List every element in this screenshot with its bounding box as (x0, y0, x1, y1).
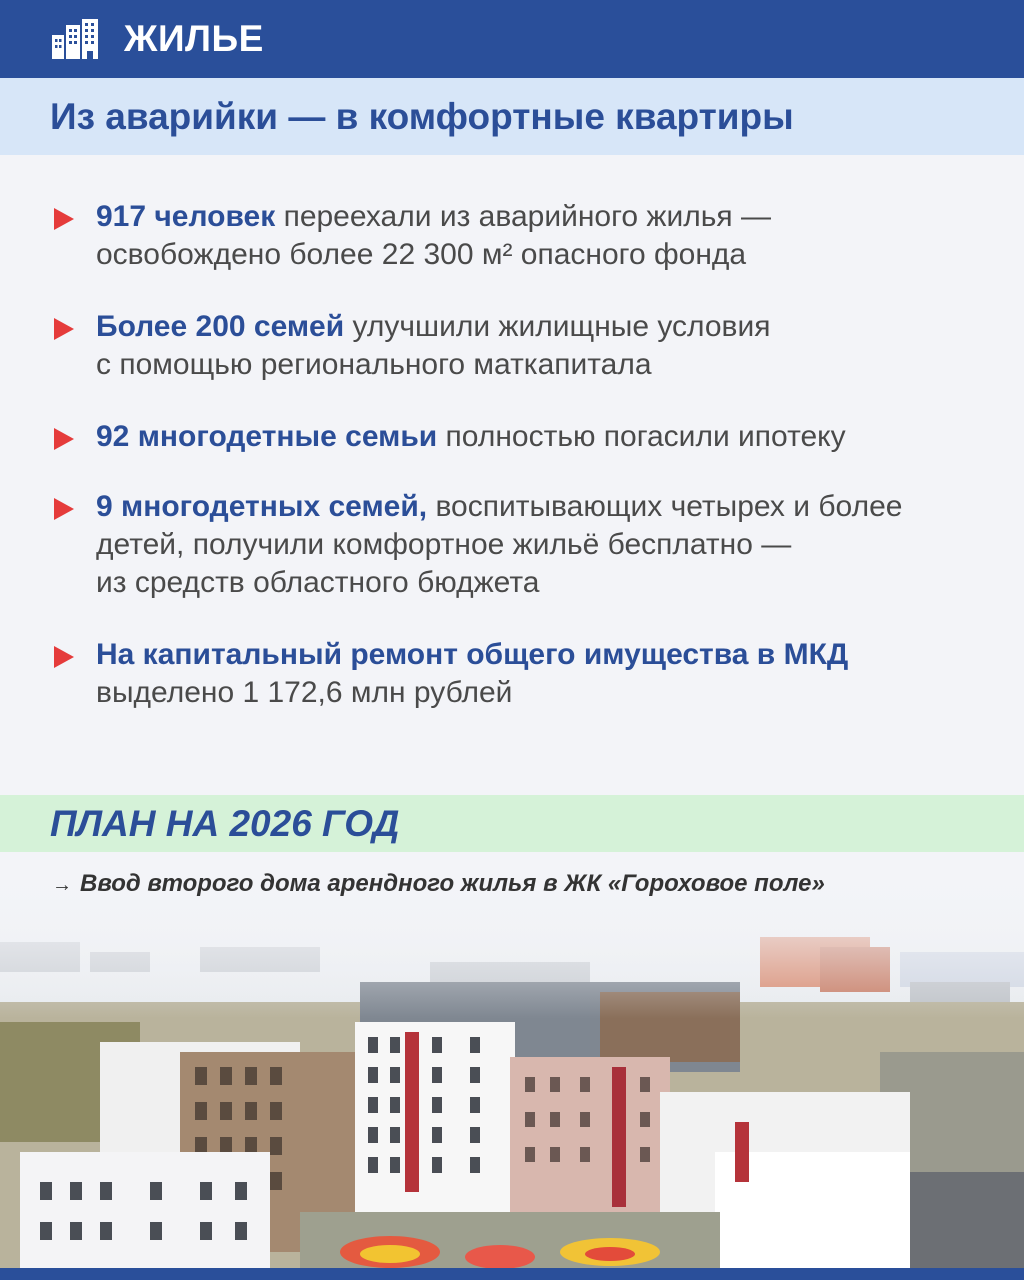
item-text: с помощью регионального маткапитала (96, 348, 652, 381)
page-title: Из аварийки — в комфортные квартиры (50, 95, 794, 137)
buildings-illustration (0, 852, 1024, 1268)
item-text: полностью погасили ипотеку (437, 420, 846, 453)
bottom-bar (0, 1268, 1024, 1280)
item-text: улучшили жилищные условия (344, 310, 771, 343)
title-band (0, 78, 1024, 155)
bullet-triangle-icon (54, 208, 74, 230)
item-highlight: На капитальный ремонт общего имущества в МКД (96, 638, 849, 671)
item-text: выделено 1 172,6 млн рублей (96, 676, 513, 709)
residential-complex-photo (0, 852, 1024, 1268)
top-header-bar (0, 0, 1024, 78)
item-highlight: 9 многодетных семей, (96, 490, 428, 523)
bullet-triangle-icon (54, 646, 74, 668)
buildings-icon (50, 19, 100, 59)
list-item (50, 636, 990, 712)
plan-item-text: Ввод второго дома арендного жилья в ЖК «Гороховое поле» (80, 870, 825, 897)
list-item (50, 308, 990, 384)
list-item (50, 488, 990, 602)
item-highlight: Более 200 семей (96, 310, 345, 343)
plan-title: ПЛАН НА 2026 ГОД (50, 802, 400, 844)
list-item (50, 418, 990, 456)
item-text: переехали из аварийного жилья — (275, 200, 771, 233)
plan-item (52, 870, 825, 898)
item-text: освобождено более 22 300 м² опасного фонда (96, 238, 747, 271)
bullet-triangle-icon (54, 318, 74, 340)
bullet-triangle-icon (54, 428, 74, 450)
list-item (50, 198, 990, 274)
plan-band (0, 795, 1024, 852)
item-text: детей, получили комфортное жильё бесплатно — (96, 528, 792, 561)
item-highlight: 92 многодетные семьи (96, 420, 438, 453)
item-highlight: 917 человек (96, 200, 276, 233)
bullet-triangle-icon (54, 498, 74, 520)
achievements-list (50, 198, 990, 746)
item-text: из средств областного бюджета (96, 566, 540, 599)
item-text: воспитывающих четырех и более (427, 490, 903, 523)
section-label: ЖИЛЬЕ (124, 18, 264, 59)
arrow-right-icon: → (52, 874, 72, 896)
